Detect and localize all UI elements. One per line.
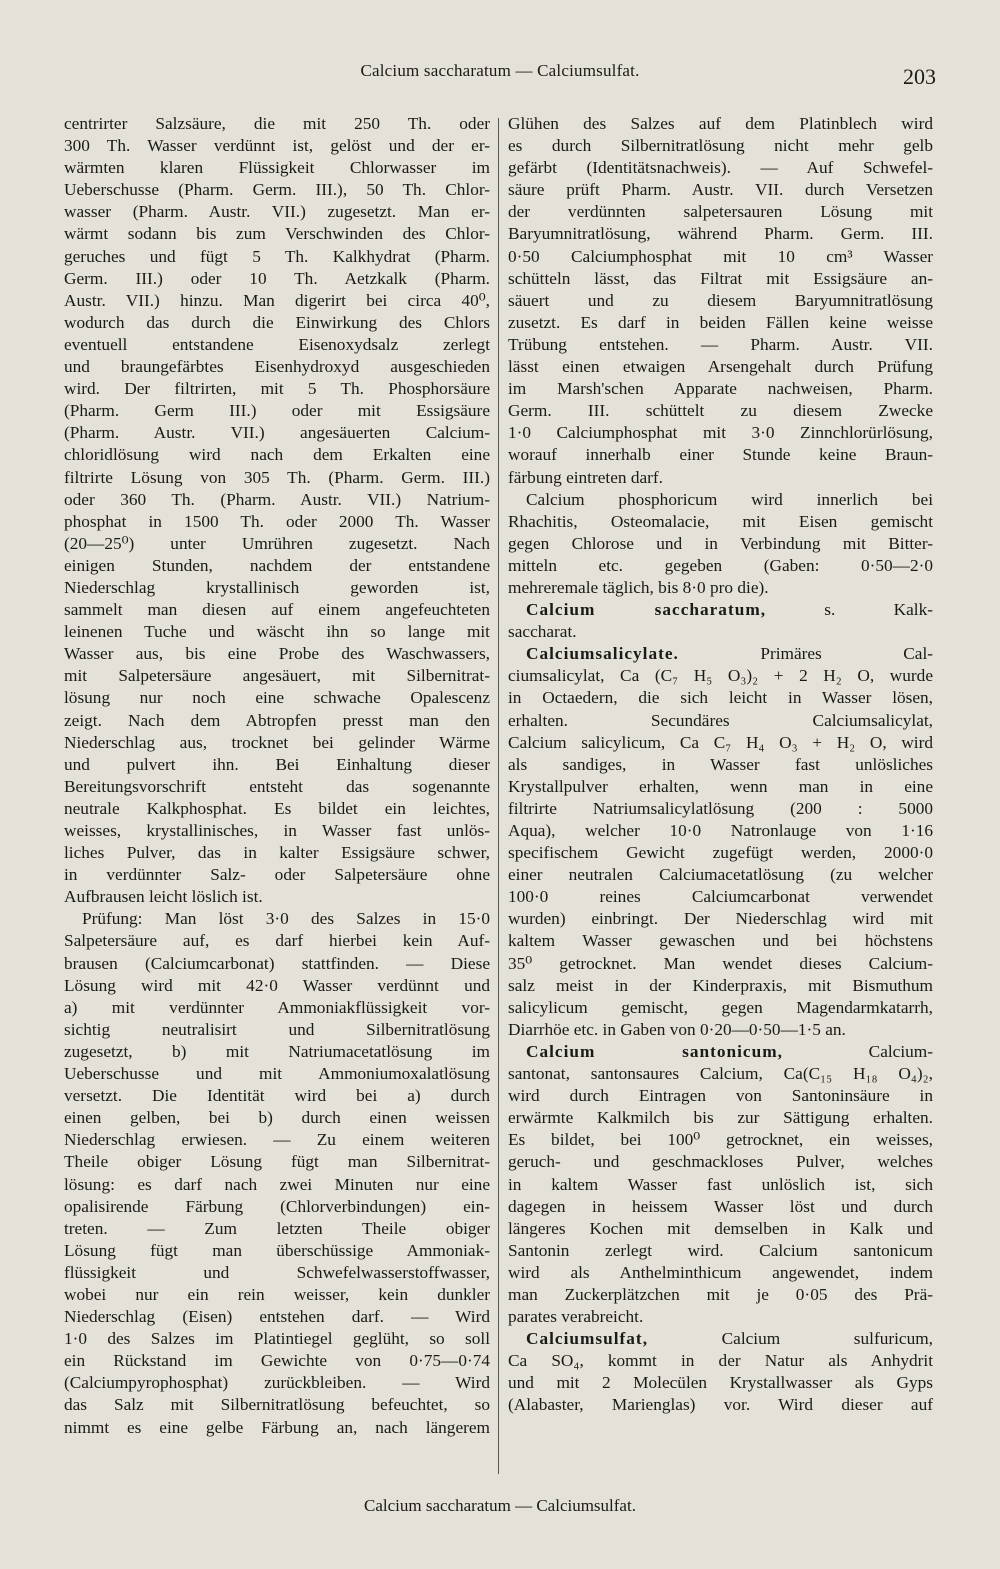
text-line [64, 665, 490, 687]
line-text: Germ. III.) oder 10 Th. Aetzkalk (Pharm. [64, 268, 490, 288]
line-text: Primäres Cal- [678, 644, 933, 664]
line-text: säuert und zu diesem Baryumnitratlösung [508, 290, 933, 310]
text-line [64, 135, 490, 157]
text-line [64, 1107, 490, 1129]
text-line [508, 1129, 933, 1151]
line-text: versetzt. Die Identität wird bei a) durch [64, 1086, 490, 1106]
text-line [508, 732, 933, 754]
line-text: Calcium sulfuricum, [648, 1329, 933, 1349]
text-line [64, 467, 490, 489]
text-line [64, 997, 490, 1019]
line-text: Germ. III. schüttelt zu diesem Zwecke [508, 401, 933, 421]
text-line [508, 378, 933, 400]
line-text: wird. Der filtrirten, mit 5 Th. Phosphorsäure [64, 379, 490, 399]
text-line [508, 599, 933, 621]
text-line [64, 268, 490, 290]
line-text: Bereitungsvorschrift entsteht das sogenannte [64, 776, 490, 796]
line-text: wobei nur ein rein weisser, kein dunkler [64, 1284, 490, 1304]
text-line [508, 400, 933, 422]
text-line [508, 533, 933, 555]
text-line [508, 555, 933, 577]
line-text: Niederschlag (Eisen) entstehen darf. — Wird [64, 1307, 490, 1327]
line-text: Prüfung: Man löst 3·0 des Salzes in 15·0 [82, 909, 490, 929]
text-line [64, 798, 490, 820]
line-text: lösung nur noch eine schwache Opalescenz [64, 688, 490, 708]
line-text: Santonin zerlegt wird. Calcium santonicum [508, 1240, 933, 1260]
line-text: (Pharm. Germ III.) oder mit Essigsäure [64, 401, 490, 421]
line-text: salicylicum gemischt, gegen Magendarmkatarrh, [508, 997, 933, 1017]
text-line [64, 1019, 490, 1041]
line-text: Lösung wird mit 42·0 Wasser verdünnt und [64, 975, 490, 995]
line-text: Aufbrausen leicht löslich ist. [64, 887, 263, 907]
line-text: 1·0 des Salzes im Platintiegel geglüht, so soll [64, 1329, 490, 1349]
text-line [508, 1174, 933, 1196]
left-text-column [64, 113, 490, 1439]
line-text: sichtig neutralisirt und Silbernitratlösung [64, 1019, 490, 1039]
line-text: wird durch Eintragen von Santoninsäure in [508, 1086, 933, 1106]
line-text: wärmten klaren Flüssigkeit Chlorwasser im [64, 158, 490, 178]
line-text: als sandiges, in Wasser fast unlösliches [508, 754, 933, 774]
line-text: (Calciumpyrophosphat) zurückbleiben. — Wird [64, 1373, 490, 1393]
entry-term: Calcium saccharatum, [526, 600, 767, 620]
line-text: weisses, krystallinisches, in Wasser fast unlös- [64, 821, 490, 840]
line-text: säure prüft Pharm. Austr. VII. durch Versetzen [508, 180, 933, 200]
line-text: 100·0 reines Calciumcarbonat verwendet [508, 887, 933, 907]
line-text: Austr. VII.) hinzu. Man digerirt bei circa 40⁰, [64, 290, 490, 310]
text-line [64, 732, 490, 754]
text-line [508, 687, 933, 709]
text-line [64, 444, 490, 466]
line-text: einer neutralen Calciumacetatlösung (zu welcher [508, 865, 933, 885]
text-line [508, 1284, 933, 1306]
line-text: es durch Silbernitratlösung nicht mehr gelb [508, 136, 933, 156]
line-text: filtrirte Lösung von 305 Th. (Pharm. Germ. III.) [64, 467, 490, 487]
text-line [508, 975, 933, 997]
line-text: nimmt es eine gelbe Färbung an, nach längerem [64, 1417, 490, 1437]
text-line [64, 1063, 490, 1085]
text-line [508, 776, 933, 798]
text-line [508, 1041, 933, 1063]
text-line [508, 1218, 933, 1240]
line-text: mit Salpetersäure angesäuert, mit Silbernitrat- [64, 666, 490, 686]
text-line [64, 511, 490, 533]
text-line [64, 953, 490, 975]
line-text: filtrirte Natriumsalicylatlösung (200 : 5000 [508, 798, 933, 818]
column-divider [498, 118, 499, 1474]
line-text: Niederschlag erwiesen. — Zu einem weiteren [64, 1130, 490, 1150]
text-line [508, 1394, 933, 1416]
text-line [508, 643, 933, 665]
line-text: Rhachitis, Osteomalacie, mit Eisen gemischt [508, 511, 933, 531]
text-line [508, 1196, 933, 1218]
text-line [508, 1107, 933, 1129]
running-header: Calcium saccharatum — Calciumsulfat. [360, 61, 640, 80]
line-text: Theile obiger Lösung fügt man Silbernitrat- [64, 1152, 490, 1172]
line-text: Trübung entstehen. — Pharm. Austr. VII. [508, 334, 933, 354]
line-text: man Zuckerplätzchen mit je 0·05 des Prä- [508, 1284, 933, 1304]
text-line [64, 113, 490, 135]
text-line [508, 1262, 933, 1284]
text-line [508, 312, 933, 334]
line-text: s. Kalk- [766, 600, 933, 620]
line-text: phosphat in 1500 Th. oder 2000 Th. Wasser [64, 511, 490, 531]
text-line [64, 356, 490, 378]
text-line [64, 1174, 490, 1196]
line-text: leinenen Tuche und wäscht ihn so lange mit [64, 622, 490, 642]
line-text: flüssigkeit und Schwefelwasserstoffwasser, [64, 1262, 490, 1282]
line-text: das Salz mit Silbernitratlösung befeuchtet, so [64, 1395, 490, 1415]
line-text: und pulvert ihn. Bei Einhaltung dieser [64, 754, 490, 774]
text-line [64, 1372, 490, 1394]
text-line [508, 1372, 933, 1394]
text-line [64, 1306, 490, 1328]
text-line [64, 1196, 490, 1218]
text-line [64, 312, 490, 334]
line-text: mehreremale täglich, bis 8·0 pro die). [508, 577, 769, 597]
line-text: liches Pulver, das in kalter Essigsäure schwer, [64, 843, 490, 863]
text-line [64, 1350, 490, 1372]
text-line [508, 820, 933, 842]
line-text: parates verabreicht. [508, 1307, 644, 1327]
line-text: wärmt sodann bis zum Verschwinden des Chlor- [64, 224, 490, 244]
line-text: dagegen in heissem Wasser löst und durch [508, 1196, 933, 1216]
text-line [508, 886, 933, 908]
text-line [64, 886, 490, 908]
entry-term: Calciumsulfat, [526, 1329, 649, 1349]
line-text: wodurch das durch die Einwirkung des Chlors [64, 312, 490, 332]
text-line [64, 1085, 490, 1107]
line-text: wasser (Pharm. Austr. VII.) zugesetzt. Man er- [64, 202, 490, 222]
text-line [64, 1284, 490, 1306]
text-line [64, 201, 490, 223]
line-text: lässt einen etwaigen Arsengehalt durch Prüfung [508, 357, 933, 377]
line-text: gefärbt (Identitätsnachweis). — Auf Schwefel- [508, 158, 933, 178]
text-line [64, 864, 490, 886]
text-line [64, 157, 490, 179]
line-text: schütteln lässt, das Filtrat mit Essigsäure an- [508, 268, 933, 288]
text-line [508, 710, 933, 732]
line-text: geruches und fügt 5 Th. Kalkhydrat (Pharm. [64, 246, 490, 266]
line-text: santonat, santonsaures Calcium, Ca(C₁₅ H₁₈ O₄)₂, [508, 1064, 933, 1084]
line-text: salz meist in der Kinderpraxis, mit Bismuthum [508, 975, 933, 995]
line-text: ciumsalicylat, Ca (C₇ H₅ O₃)₂ + 2 H₂ O, wurde [508, 666, 933, 686]
text-line [64, 223, 490, 245]
line-text: der verdünnten salpetersauren Lösung mit [508, 202, 933, 222]
text-line [508, 290, 933, 312]
line-text: mitteln etc. gegeben (Gaben: 0·50—2·0 [508, 555, 933, 575]
line-text: Diarrhöe etc. in Gaben von 0·20—0·50—1·5 an. [508, 1019, 846, 1039]
text-line [508, 754, 933, 776]
text-line [64, 776, 490, 798]
text-line [508, 201, 933, 223]
line-text: zusetzt. Es darf in beiden Fällen keine weisse [508, 312, 933, 332]
text-line [64, 246, 490, 268]
line-text: wurden) einbringt. Der Niederschlag wird mit [508, 909, 933, 929]
text-line [508, 930, 933, 952]
line-text: specifischem Gewicht zugefügt werden, 2000·0 [508, 843, 933, 863]
line-text: opalisirende Färbung (Chlorverbindungen) ein- [64, 1196, 490, 1216]
text-line [508, 334, 933, 356]
line-text: Wasser aus, bis eine Probe des Waschwassers, [64, 644, 490, 664]
text-line [64, 930, 490, 952]
text-line [508, 997, 933, 1019]
text-line [508, 1019, 933, 1041]
text-line [64, 334, 490, 356]
text-line [508, 1328, 933, 1350]
line-text: färbung eintreten darf. [508, 467, 663, 487]
line-text: erwärmte Kalkmilch bis zur Sättigung erhalten. [508, 1108, 933, 1128]
line-text: wird als Anthelminthicum angewendet, indem [508, 1262, 933, 1282]
line-text: worauf innerhalb einer Stunde keine Braun- [508, 445, 933, 465]
line-text: saccharat. [508, 622, 577, 642]
text-line [508, 179, 933, 201]
text-line [508, 842, 933, 864]
line-text: Ca SO₄, kommt in der Natur als Anhydrit [508, 1351, 933, 1371]
text-line [508, 444, 933, 466]
line-text: ein Rückstand im Gewichte von 0·75—0·74 [64, 1351, 490, 1371]
text-line [508, 511, 933, 533]
text-line [508, 798, 933, 820]
text-line [64, 1218, 490, 1240]
text-line [64, 643, 490, 665]
line-text: 1·0 Calciumphosphat mit 3·0 Zinnchlorürlösung, [508, 423, 933, 443]
text-line [508, 113, 933, 135]
line-text: einen gelben, bei b) durch einen weissen [64, 1108, 490, 1128]
line-text: Niederschlag aus, trocknet bei gelinder Wärme [64, 732, 490, 752]
text-line [508, 1085, 933, 1107]
text-line [508, 467, 933, 489]
text-line [64, 599, 490, 621]
text-line [508, 246, 933, 268]
line-text: Calcium salicylicum, Ca C₇ H₄ O₃ + H₂ O, wird [508, 732, 933, 752]
text-line [508, 665, 933, 687]
text-line [64, 754, 490, 776]
text-line [64, 975, 490, 997]
line-text: Glühen des Salzes auf dem Platinblech wird [508, 114, 933, 133]
text-line [508, 223, 933, 245]
line-text: lösung: es darf nach zwei Minuten nur eine [64, 1174, 490, 1194]
text-line [64, 621, 490, 643]
text-line [508, 1240, 933, 1262]
text-line [64, 179, 490, 201]
line-text: Calcium phosphoricum wird innerlich bei [526, 489, 933, 509]
line-text: einigen Stunden, nachdem der entstandene [64, 555, 490, 575]
line-text: Salpetersäure auf, es darf hierbei kein Auf- [64, 931, 490, 951]
line-text: Es bildet, bei 100⁰ getrocknet, ein weisses, [508, 1130, 933, 1150]
entry-term: Calcium santonicum, [526, 1041, 783, 1061]
line-text: längeres Kochen mit demselben in Kalk und [508, 1218, 933, 1238]
right-text-column [508, 113, 933, 1417]
line-text: eventuell entstandene Eisenoxydsalz zerlegt [64, 334, 490, 354]
line-text: (Alabaster, Marienglas) vor. Wird dieser auf [508, 1395, 933, 1415]
line-text: und braungefärbtes Eisenhydroxyd ausgeschieden [64, 357, 490, 377]
line-text: oder 360 Th. (Pharm. Austr. VII.) Natrium- [64, 489, 490, 509]
text-line [64, 378, 490, 400]
line-text: in verdünnter Salz- oder Salpetersäure ohne [64, 865, 490, 885]
text-line [64, 422, 490, 444]
text-line [64, 1394, 490, 1416]
line-text: gegen Chlorose und in Verbindung mit Bitter- [508, 533, 933, 553]
entry-term: Calciumsalicylate. [526, 644, 679, 664]
line-text: und mit 2 Molecülen Krystallwasser als Gyps [508, 1373, 933, 1393]
line-text: in Octaedern, die sich leicht in Wasser lösen, [508, 688, 933, 708]
text-line [508, 489, 933, 511]
line-text: 0·50 Calciumphosphat mit 10 cm³ Wasser [508, 246, 933, 266]
line-text: 300 Th. Wasser verdünnt ist, gelöst und der er- [64, 136, 490, 156]
text-line [64, 908, 490, 930]
text-line [64, 1417, 490, 1439]
line-text: erhalten. Secundäres Calciumsalicylat, [508, 710, 933, 730]
line-text: im Marsh'schen Apparate nachweisen, Pharm. [508, 379, 933, 399]
text-line [64, 290, 490, 312]
line-text: neutrale Kalkphosphat. Es bildet ein leichtes, [64, 798, 490, 818]
line-text: geruch- und geschmackloses Pulver, welches [508, 1152, 933, 1172]
text-line [64, 400, 490, 422]
text-line [508, 268, 933, 290]
text-line [508, 422, 933, 444]
line-text: sammelt man diesen auf einem angefeuchteten [64, 600, 490, 620]
line-text: chloridlösung wird nach dem Erkalten eine [64, 445, 490, 465]
line-text: Baryumnitratlösung, während Pharm. Germ. III. [508, 224, 933, 244]
text-line [508, 908, 933, 930]
text-line [508, 157, 933, 179]
text-line [64, 1129, 490, 1151]
text-line [64, 577, 490, 599]
line-text: a) mit verdünnter Ammoniakflüssigkeit vor- [64, 997, 490, 1017]
line-text: kaltem Wasser gewaschen und bei höchstens [508, 931, 933, 951]
text-line [508, 1151, 933, 1173]
text-line [508, 1063, 933, 1085]
line-text: Lösung fügt man überschüssige Ammoniak- [64, 1240, 490, 1260]
page-number: 203 [903, 64, 936, 89]
text-line [64, 1262, 490, 1284]
line-text: Niederschlag krystallinisch geworden ist, [64, 577, 490, 597]
line-text: Calcium- [782, 1041, 933, 1061]
line-text: centrirter Salzsäure, die mit 250 Th. oder [64, 114, 490, 133]
text-line [64, 489, 490, 511]
line-text: zugesetzt, b) mit Natriumacetatlösung im [64, 1041, 490, 1061]
line-text: Krystallpulver erhalten, wenn man in eine [508, 776, 933, 796]
line-text: (20—25⁰) unter Umrühren zugesetzt. Nach [64, 533, 490, 553]
text-line [508, 1306, 933, 1328]
text-line [508, 577, 933, 599]
text-line [64, 555, 490, 577]
line-text: Aqua), welcher 10·0 Natronlauge von 1·16 [508, 821, 933, 840]
running-footer: Calcium saccharatum — Calciumsulfat. [364, 1496, 636, 1515]
line-text: (Pharm. Austr. VII.) angesäuerten Calcium- [64, 423, 490, 443]
text-line [64, 842, 490, 864]
text-line [64, 533, 490, 555]
line-text: in kaltem Wasser fast unlöslich ist, sich [508, 1174, 933, 1194]
text-line [64, 1151, 490, 1173]
text-line [508, 621, 933, 643]
line-text: treten. — Zum letzten Theile obiger [64, 1218, 490, 1238]
text-line [64, 1328, 490, 1350]
line-text: 35⁰ getrocknet. Man wendet dieses Calcium- [508, 953, 933, 973]
text-line [64, 820, 490, 842]
text-line [64, 1041, 490, 1063]
text-line [508, 864, 933, 886]
text-line [508, 1350, 933, 1372]
line-text: brausen (Calciumcarbonat) stattfinden. — Diese [64, 953, 490, 973]
text-line [64, 710, 490, 732]
text-line [64, 1240, 490, 1262]
text-line [508, 356, 933, 378]
text-line [64, 687, 490, 709]
line-text: Ueberschusse (Pharm. Germ. III.), 50 Th. Chlor- [64, 180, 490, 200]
text-line [508, 953, 933, 975]
line-text: Ueberschusse und mit Ammoniumoxalatlösung [64, 1064, 490, 1084]
line-text: zeigt. Nach dem Abtropfen presst man den [64, 710, 490, 730]
text-line [508, 135, 933, 157]
